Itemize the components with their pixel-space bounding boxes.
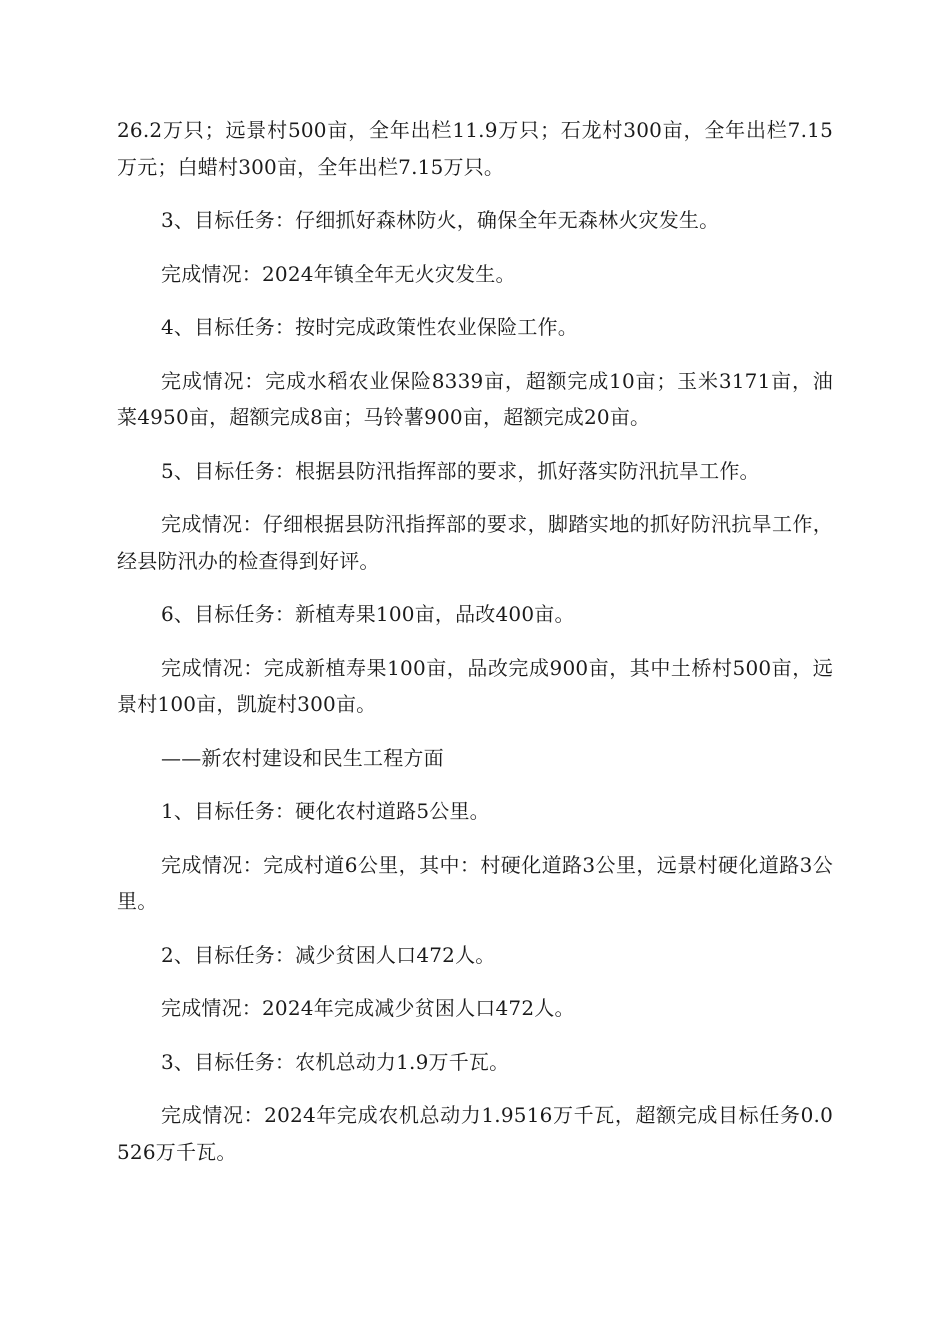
paragraph: 完成情况：2024年镇全年无火灾发生。	[161, 261, 516, 286]
paragraph: 完成情况：完成水稻农业保险8339亩，超额完成10亩；玉米3171亩，油菜4950亩，超额完成8亩；马铃薯900亩，超额完成20亩。	[117, 368, 833, 429]
section-heading: ——新农村建设和民生工程方面	[161, 745, 444, 770]
paragraph: 6、目标任务：新植寿果100亩，品改400亩。	[161, 602, 575, 626]
paragraph: 3、目标任务：仔细抓好森林防火，确保全年无森林火灾发生。	[161, 208, 720, 232]
paragraph: 完成情况：2024年完成减少贫困人口472人。	[161, 996, 575, 1020]
paragraph: 2、目标任务：减少贫困人口472人。	[161, 942, 496, 967]
paragraph: 1、目标任务：硬化农村道路5公里。	[161, 799, 490, 823]
paragraph: 4、目标任务：按时完成政策性农业保险工作。	[161, 315, 578, 339]
paragraph: 完成情况：完成新植寿果100亩，品改完成900亩，其中土桥村500亩，远景村100亩，凯旋村300亩。	[117, 655, 833, 716]
paragraph: 完成情况：2024年完成农机总动力1.9516万千瓦，超额完成目标任务0.0526万千瓦。	[117, 1103, 833, 1164]
paragraph: 完成情况：仔细根据县防汛指挥部的要求，脚踏实地的抓好防汛抗旱工作，经县防汛办的检查得到好评。	[117, 512, 833, 573]
paragraph: 3、目标任务：农机总动力1.9万千瓦。	[161, 1049, 510, 1074]
document-page	[117, 112, 833, 1187]
paragraph: 5、目标任务：根据县防汛指挥部的要求，抓好落实防汛抗旱工作。	[161, 458, 760, 483]
paragraph: 26.2万只；远景村500亩，全年出栏11.9万只；石龙村300亩，全年出栏7.15万元；白蜡村300亩，全年出栏7.15万只。	[117, 118, 833, 179]
paragraph: 完成情况：完成村道6公里，其中：村硬化道路3公里，远景村硬化道路3公里。	[117, 852, 833, 913]
